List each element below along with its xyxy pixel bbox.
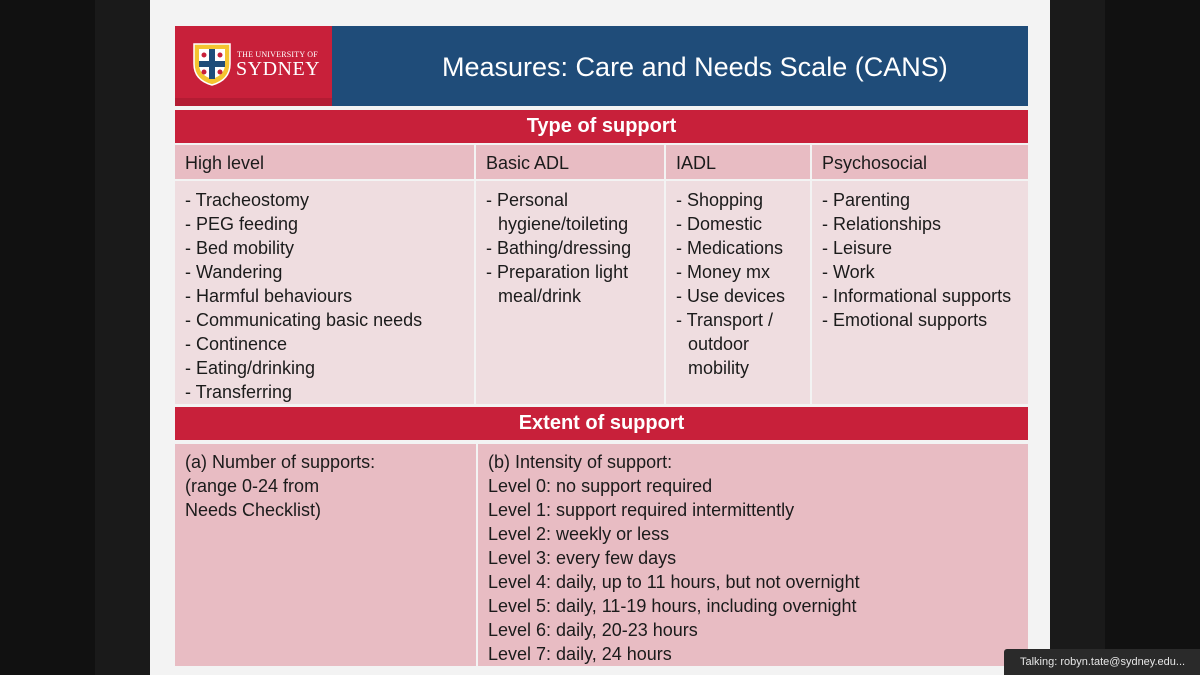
list-item: - Preparation light meal/drink (486, 262, 629, 306)
crest-icon (192, 42, 232, 86)
number-of-supports-line: (range 0-24 from (185, 476, 320, 496)
intensity-header: (b) Intensity of support: (488, 452, 673, 472)
intensity-level: Level 6: daily, 20-23 hours (488, 620, 698, 640)
university-name: SYDNEY (236, 58, 321, 80)
list-item: - Medications (676, 238, 784, 258)
list-item: - Harmful behaviours (185, 286, 353, 306)
list-item: - Parenting (822, 190, 911, 210)
high-level-items (175, 181, 474, 404)
psychosocial-items (812, 181, 1028, 404)
intensity-level: Level 5: daily, 11-19 hours, including overnight (488, 596, 857, 616)
list-item: - Personal hygiene/toileting (486, 190, 629, 234)
list-item: - Eating/drinking (185, 358, 316, 378)
column-header-basic-adl: Basic ADL (476, 145, 664, 179)
column-header-psychosocial: Psychosocial (812, 145, 1028, 179)
type-of-support-heading: Type of support (175, 110, 1028, 143)
list-item: - Relationships (822, 214, 942, 234)
left-letterbox (0, 0, 95, 675)
list-item: - Communicating basic needs (185, 310, 423, 330)
intensity-level: Level 7: daily, 24 hours (488, 644, 672, 664)
intensity-level: Level 0: no support required (488, 476, 713, 496)
intensity-level: Level 1: support required intermittently (488, 500, 795, 520)
list-item: - Money mx (676, 262, 771, 282)
intensity-level: Level 4: daily, up to 11 hours, but not overnight (488, 572, 860, 592)
list-item: - Domestic (676, 214, 763, 234)
talking-label: Talking: (1020, 656, 1058, 668)
basic-adl-items (476, 181, 664, 404)
list-item: - PEG feeding (185, 214, 299, 234)
list-item: - Bed mobility (185, 238, 295, 258)
list-item: - Transport / outdoor mobility (676, 310, 774, 378)
slide-title: Measures: Care and Needs Scale (CANS) (442, 52, 948, 82)
list-item: - Shopping (676, 190, 764, 210)
logo-underline (175, 98, 332, 106)
column-header-iadl: IADL (666, 145, 810, 179)
list-item: - Leisure (822, 238, 893, 258)
slide-header (175, 26, 1028, 106)
intensity-level: Level 2: weekly or less (488, 524, 670, 544)
list-item: - Emotional supports (822, 310, 988, 330)
university-logo (175, 26, 332, 106)
extent-of-support-heading: Extent of support (175, 407, 1028, 440)
number-of-supports-line: Needs Checklist) (185, 500, 322, 520)
list-item: - Informational supports (822, 286, 1012, 306)
number-of-supports-cell (175, 444, 476, 666)
list-item: - Use devices (676, 286, 786, 306)
number-of-supports-line: (a) Number of supports: (185, 452, 376, 472)
list-item: - Wandering (185, 262, 283, 282)
talking-user: robyn.tate@sydney.edu... (1060, 656, 1186, 668)
university-small-text: THE UNIVERSITY OF (237, 50, 318, 59)
iadl-items (666, 181, 810, 404)
list-item: - Continence (185, 334, 288, 354)
presentation-slide (150, 0, 1050, 675)
list-item: - Bathing/dressing (486, 238, 632, 258)
intensity-of-support-cell (478, 444, 1028, 666)
talking-indicator (1004, 649, 1200, 675)
right-letterbox (1105, 0, 1200, 675)
list-item: - Work (822, 262, 875, 282)
intensity-level: Level 3: every few days (488, 548, 677, 568)
list-item: - Tracheostomy (185, 190, 310, 210)
list-item: - Transferring (185, 382, 293, 402)
column-header-high-level: High level (175, 145, 474, 179)
